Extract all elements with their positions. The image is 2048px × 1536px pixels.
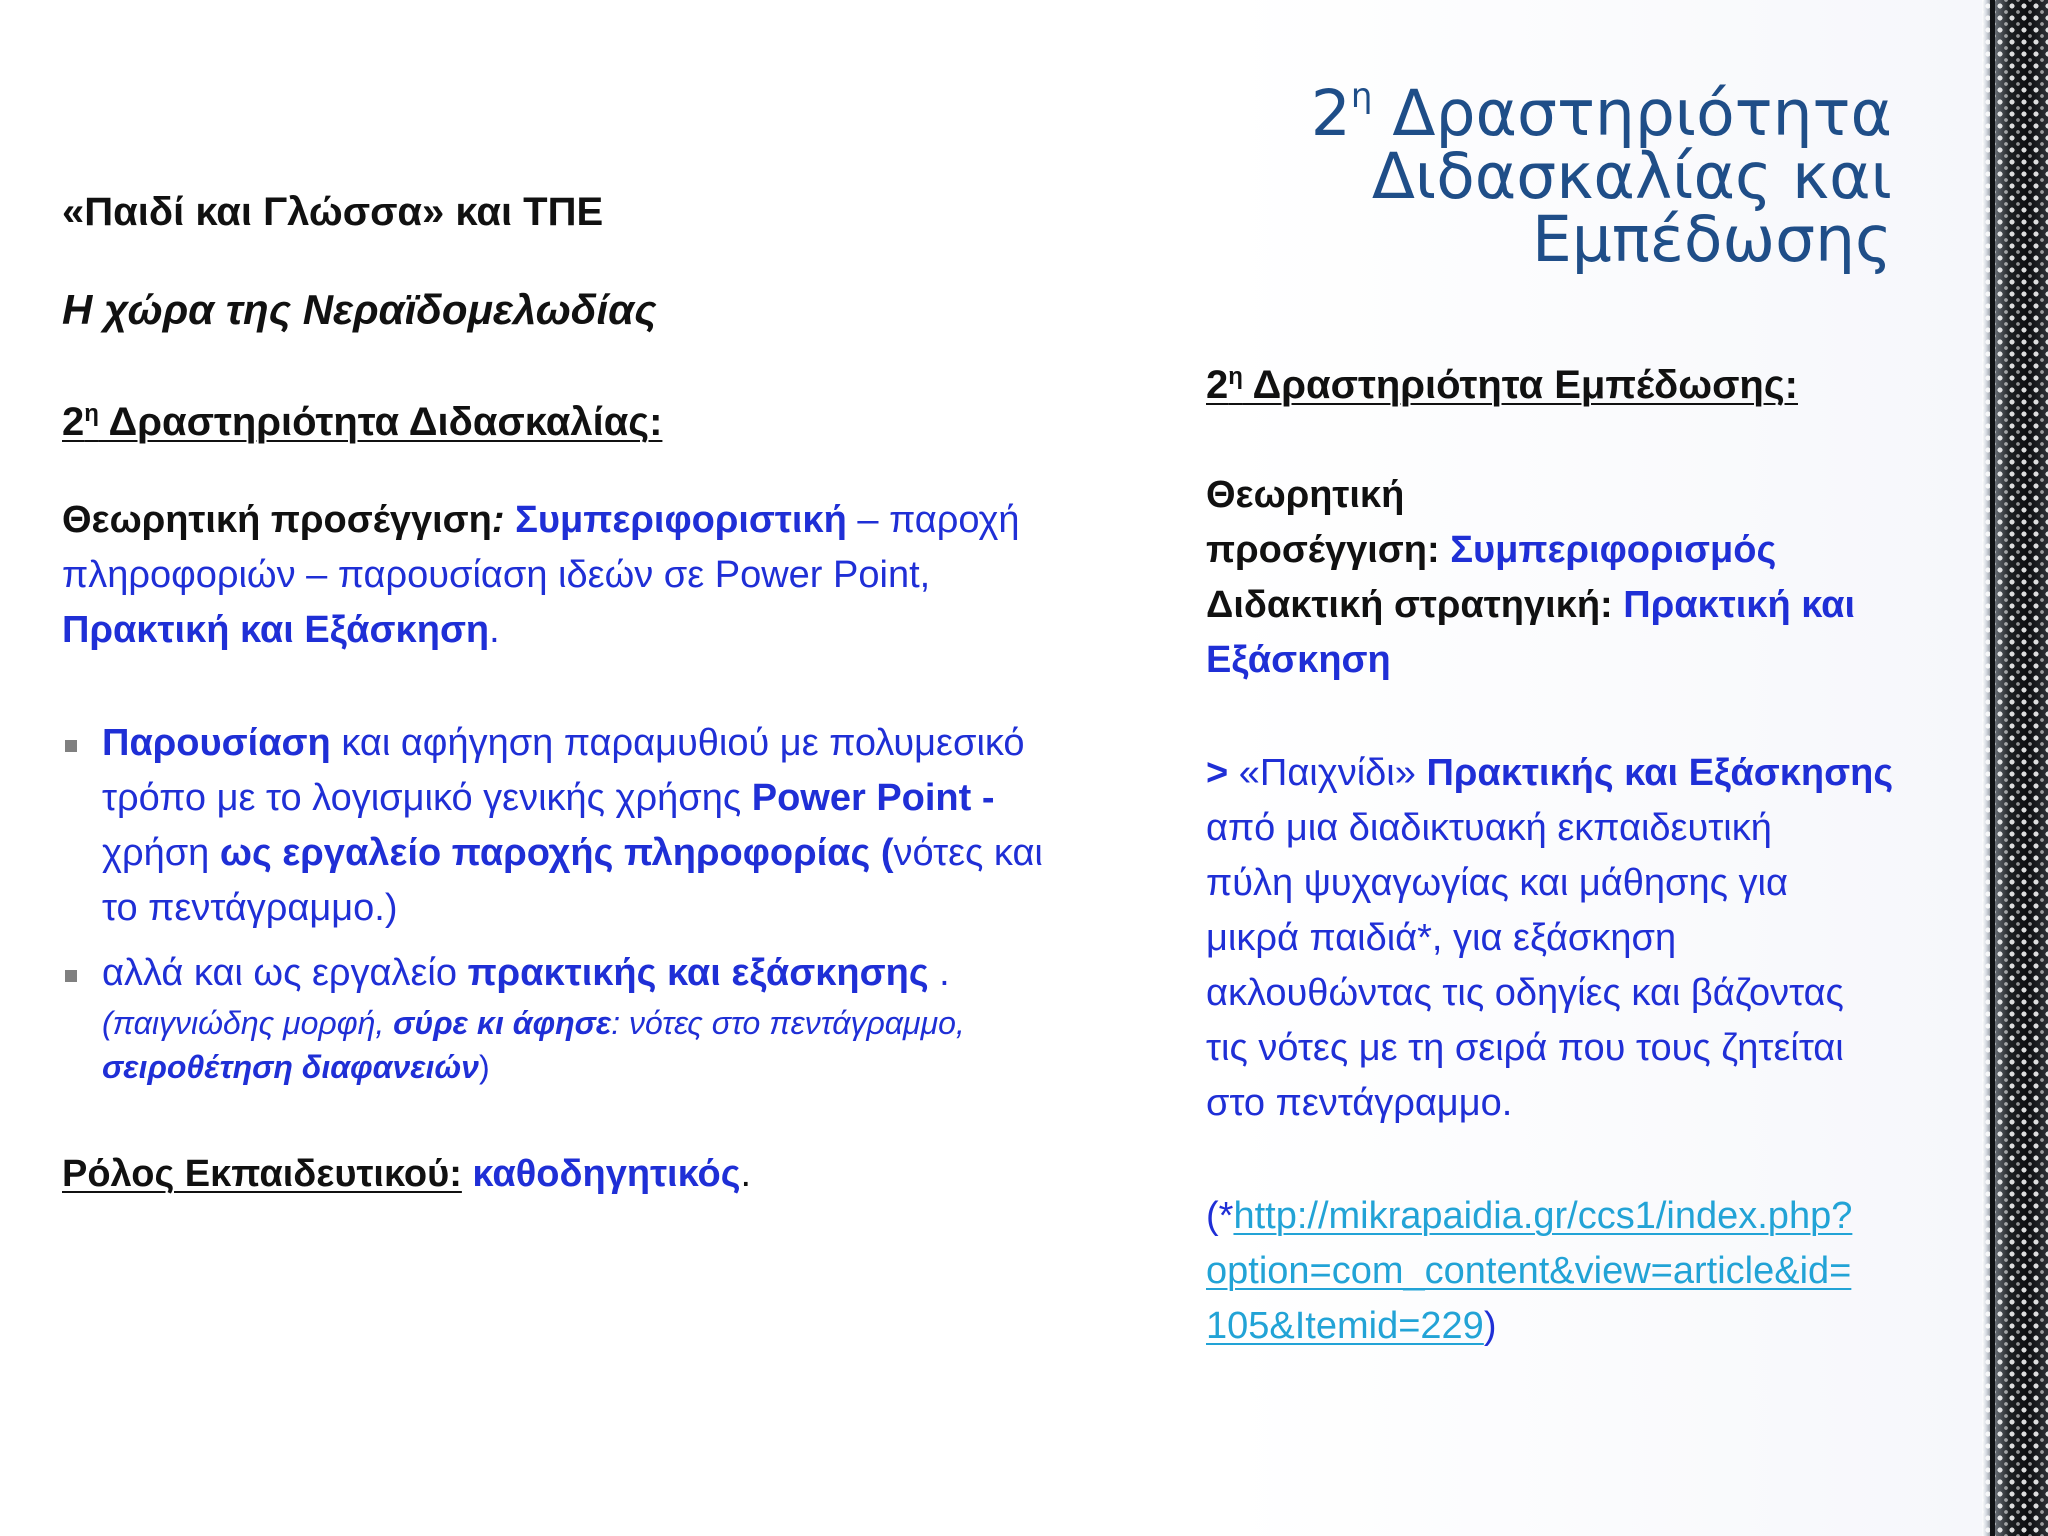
bullet-1-line-4: το πεντάγραμμο.) — [102, 887, 398, 929]
consolidation-heading-number: 2 — [1206, 363, 1229, 407]
teaching-approach-line-2: πληροφοριών – παρουσίαση ιδεών σε Power Point, — [62, 554, 931, 596]
bullet-2-line-3-end: ) — [478, 1049, 490, 1085]
game-line-7: στο πεντάγραμμο. — [1206, 1082, 1513, 1124]
right-approach-label: προσέγγιση: — [1206, 529, 1440, 571]
theory-rest: – παροχή — [846, 499, 1020, 541]
teaching-heading-text: Δραστηριότητα Διδασκαλίας: — [98, 400, 663, 444]
bullet-square-icon — [65, 970, 77, 982]
teaching-approach-block — [62, 493, 1132, 658]
mikrapaidia-link-part-3[interactable]: 105&Itemid=229 — [1206, 1305, 1484, 1347]
right-approach-value: Συμπεριφορισμός — [1439, 529, 1777, 571]
right-strategy-label: Διδακτική στρατηγική: — [1206, 584, 1613, 626]
practice-label: Πρακτική και Εξάσκηση — [62, 609, 490, 651]
bullet-1-line-2 — [102, 771, 1167, 826]
consolidation-heading-superscript: η — [1228, 363, 1243, 390]
theory-label: Θεωρητική προσέγγιση — [62, 499, 492, 541]
bullet-1-line-3-bold: ως εργαλείο παροχής πληροφορίας ( — [219, 832, 894, 874]
game-bold: Πρακτικής και Εξάσκησης — [1426, 752, 1894, 794]
mikrapaidia-link[interactable]: http://mikrapaidia.gr/ccs1/index.php? — [1233, 1195, 1853, 1237]
link-line-2 — [1206, 1244, 1956, 1299]
theory-value: Συμπεριφοριστική — [504, 499, 847, 541]
game-line-6: τις νότες με τη σειρά που τους ζητείται — [1206, 1027, 1844, 1069]
game-line-4: μικρά παιδιά*, για εξάσκηση — [1206, 917, 1677, 959]
title-line-1 — [1172, 76, 1892, 150]
theory-colon: : — [491, 499, 505, 541]
bullet-square-icon — [65, 740, 77, 752]
teaching-heading-number: 2 — [62, 400, 85, 444]
right-approach-line-3 — [1206, 578, 1956, 633]
teaching-approach-line-1 — [62, 493, 1132, 548]
right-approach-line-1: Θεωρητική — [1206, 474, 1405, 516]
teaching-heading-superscript: η — [84, 400, 99, 427]
bullet-1-line-3-end: νότες και — [893, 832, 1043, 874]
bullet-1-line-2-text: τρόπο με το λογισμικό γενικής χρήσης — [102, 777, 752, 819]
bullet-2-line-3-bold: σειροθέτηση διαφανειών — [102, 1049, 479, 1085]
bullet-1-text: και αφήγηση παραμυθιού με πολυμεσικό — [330, 722, 1025, 764]
bullet-2-line-3 — [102, 1045, 1167, 1089]
bullet-1-line-3 — [102, 826, 1167, 881]
title-line-1-rest: Δραστηριότητα — [1372, 77, 1892, 150]
teaching-approach-line-3 — [62, 603, 1132, 658]
teacher-role-end: . — [740, 1153, 752, 1195]
game-line-2: από μια διαδικτυακή εκπαιδευτική — [1206, 807, 1772, 849]
bullet-2-line-1-end: . — [928, 952, 950, 994]
title-prefix: 2 — [1310, 77, 1351, 150]
story-title: Η χώρα της Νεραϊδομελωδίας — [62, 286, 657, 333]
game-line-5: ακλουθώντας τις οδηγίες και βάζοντας — [1206, 972, 1844, 1014]
bullet-2-line-2-bold: σύρε κι άφησε — [393, 1005, 612, 1041]
bullet-2-line-1 — [102, 946, 1167, 1001]
course-title: «Παιδί και Γλώσσα» και ΤΠΕ — [62, 190, 604, 234]
bullet-2-line-2-text-2: : νότες στο πεντάγραμμο, — [611, 1005, 965, 1041]
title-line-2: Διδασκαλίας και — [1371, 140, 1892, 213]
right-strategy-value: Πρακτική και — [1612, 584, 1856, 626]
bullet-1-line-2-bold: Power Point - — [751, 777, 995, 819]
arrow-icon: > — [1206, 752, 1229, 794]
game-line-1 — [1206, 746, 1956, 801]
teacher-role-line — [62, 1147, 1132, 1202]
game-label: «Παιχνίδι» — [1228, 752, 1427, 794]
decorative-edge-strip — [1990, 0, 1995, 1536]
bullet-1-line-1 — [102, 716, 1167, 771]
link-line-3 — [1206, 1299, 1956, 1354]
right-approach-line-2 — [1206, 523, 1956, 578]
bullet-1-bold: Παρουσίαση — [102, 722, 331, 764]
mikrapaidia-link-part-2[interactable]: option=com_content&view=article&id= — [1206, 1250, 1852, 1292]
right-approach-line-4: Εξάσκηση — [1206, 639, 1391, 681]
bullet-2-line-1-bold: πρακτικής και εξάσκησης — [467, 952, 929, 994]
bullet-practice — [62, 946, 1167, 1089]
slide-title — [1172, 76, 1892, 276]
right-content — [1206, 468, 1956, 1354]
practice-end: . — [489, 609, 500, 651]
left-content — [62, 185, 1132, 1202]
link-open: (* — [1206, 1195, 1234, 1237]
bullet-2-line-2 — [102, 1001, 1167, 1045]
title-superscript: η — [1350, 76, 1373, 116]
game-line-3: πύλη ψυχαγωγίας και μάθησης για — [1206, 862, 1788, 904]
title-line-3: Εμπέδωσης — [1531, 203, 1892, 276]
bullet-presentation — [62, 716, 1167, 936]
consolidation-activity-heading — [1206, 358, 1926, 412]
link-line-1 — [1206, 1189, 1956, 1244]
link-close: ) — [1483, 1305, 1497, 1347]
bullet-1-line-3-text: χρήση — [102, 832, 220, 874]
consolidation-heading-text: Δραστηριότητα Εμπέδωσης: — [1242, 363, 1798, 407]
teacher-role-value: καθοδηγητικός — [461, 1153, 741, 1195]
teacher-role-label: Ρόλος Εκπαιδευτικού: — [62, 1153, 462, 1195]
bullet-2-line-1-text: αλλά και ως εργαλείο — [102, 952, 468, 994]
teaching-activity-heading — [62, 395, 1132, 449]
bullet-2-line-2-text: (παιγνιώδης μορφή, — [102, 1005, 394, 1041]
